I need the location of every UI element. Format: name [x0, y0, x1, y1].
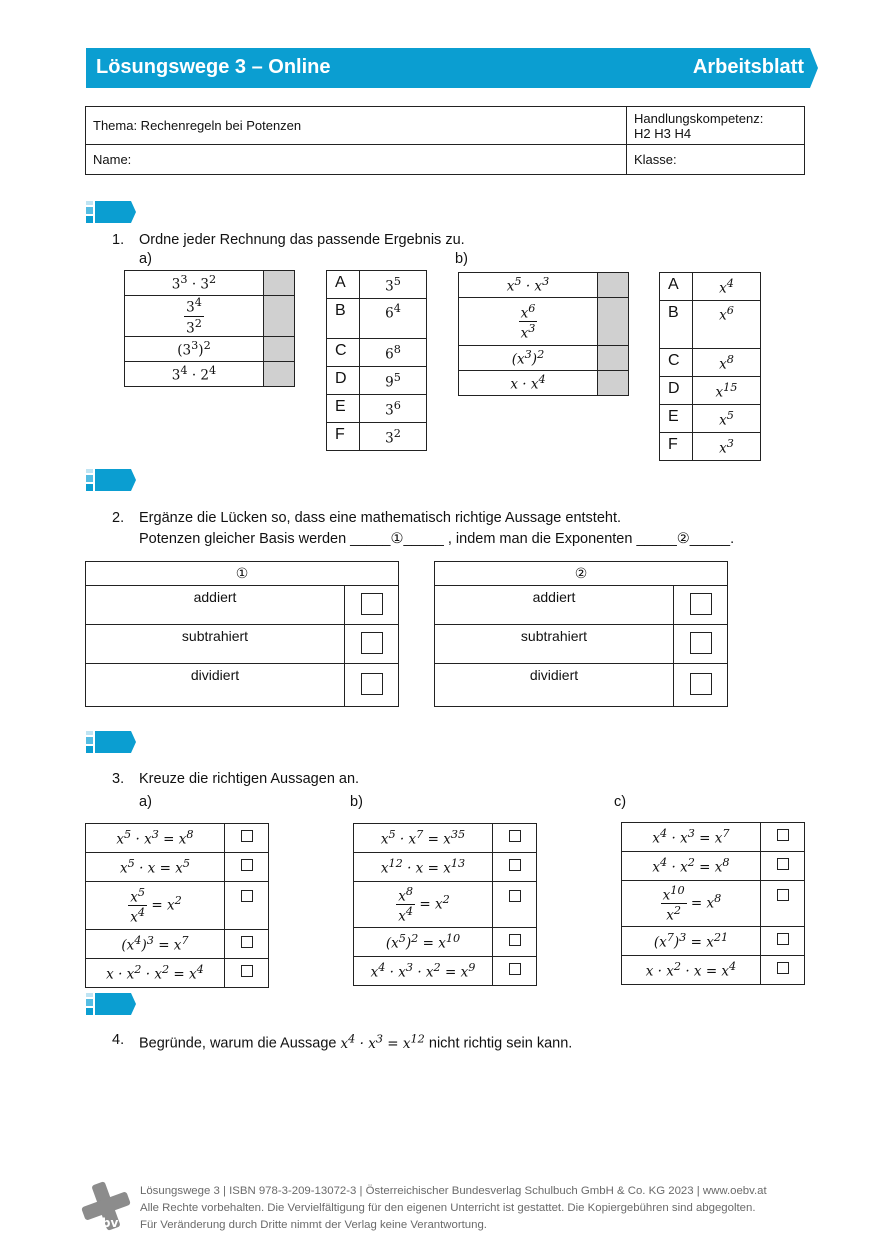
- checkbox[interactable]: [509, 963, 521, 975]
- q1a-results-table: [326, 270, 427, 451]
- result-value: $6^8$: [360, 339, 427, 367]
- option-label: dividiert: [435, 664, 674, 707]
- check-cell: [225, 882, 269, 930]
- check-cell: [493, 824, 537, 853]
- check-cell: [761, 823, 805, 852]
- check-cell: [761, 927, 805, 956]
- option-label: subtrahiert: [435, 625, 674, 664]
- q3-text: Kreuze die richtigen Aussagen an.: [139, 771, 360, 787]
- answer-cell[interactable]: [598, 298, 629, 346]
- option-cell: [345, 625, 399, 664]
- check-cell: [761, 881, 805, 927]
- statement-cell: $x^4 \cdot x^3 \cdot x^2 = x^9$: [354, 957, 493, 986]
- statement-cell: $x^{12} \cdot x = x^{13}$: [354, 853, 493, 882]
- footer-line: Alle Rechte vorbehalten. Die Vervielfältigung für den eigenen Unterricht ist gestattet. Die Kopiergebühren sind abgegolten.: [140, 1202, 756, 1214]
- q1b-results-table: [659, 272, 761, 461]
- check-cell: [493, 928, 537, 957]
- logo-text: öbv: [93, 1216, 119, 1230]
- result-letter: A: [327, 271, 360, 299]
- q2-number: 2.: [112, 510, 125, 526]
- checkbox[interactable]: [509, 830, 521, 842]
- result-letter: E: [660, 405, 693, 433]
- check-cell: [225, 853, 269, 882]
- worksheet-label: Arbeitsblatt: [692, 56, 804, 78]
- q1a-expressions-table: [124, 270, 295, 387]
- check-cell: [493, 853, 537, 882]
- result-value: $x^8$: [693, 349, 761, 377]
- competence-value: H2 H3 H4: [634, 125, 692, 141]
- result-letter: C: [327, 339, 360, 367]
- footer-line: Lösungswege 3 | ISBN 978-3-209-13072-3 | Österreichischer Bundesverlag Schulbuch GmbH & Co. KG 2023 | www.oebv.at: [140, 1185, 767, 1197]
- checkbox[interactable]: [241, 859, 253, 871]
- result-value: $x^3$: [693, 433, 761, 461]
- q4-text: [139, 1032, 572, 1052]
- expression-cell: $\frac{x^6}{x^3}$: [459, 298, 598, 346]
- result-letter: D: [660, 377, 693, 405]
- answer-cell[interactable]: [264, 271, 295, 296]
- class-field[interactable]: Klasse:: [627, 145, 805, 175]
- result-value: $x^4$: [693, 273, 761, 301]
- answer-cell[interactable]: [264, 296, 295, 337]
- expression-cell: $3^4 \cdot 2^4$: [125, 362, 264, 387]
- q1-number: 1.: [112, 232, 125, 248]
- result-letter: B: [327, 299, 360, 339]
- q4-text-before: Begründe, warum die Aussage: [139, 1035, 337, 1052]
- statement-cell: $\frac{x^8}{x^4}$ = $x^2$: [354, 882, 493, 928]
- checkbox[interactable]: [241, 936, 253, 948]
- q3c-table: [621, 822, 805, 985]
- table-head: ②: [435, 562, 728, 586]
- option-cell: [674, 586, 728, 625]
- result-value: $9^5$: [360, 367, 427, 395]
- answer-cell[interactable]: [598, 273, 629, 298]
- name-field[interactable]: Name:: [86, 145, 627, 175]
- check-cell: [493, 882, 537, 928]
- option-label: dividiert: [86, 664, 345, 707]
- header-banner: [86, 48, 818, 88]
- result-letter: E: [327, 395, 360, 423]
- statement-cell: $x \cdot x^2 \cdot x^2 = x^4$: [86, 959, 225, 988]
- section-marker-icon: [86, 201, 136, 223]
- q3-b-label: b): [350, 794, 363, 810]
- checkbox[interactable]: [241, 830, 253, 842]
- section-marker-icon: [86, 469, 136, 491]
- option-label: addiert: [86, 586, 345, 625]
- series-title: Lösungswege 3 – Online: [96, 56, 331, 78]
- result-value: $x^5$: [693, 405, 761, 433]
- statement-cell: $x^4 \cdot x^3 = x^7$: [622, 823, 761, 852]
- checkbox[interactable]: [361, 593, 383, 615]
- q1-a-label: a): [139, 251, 152, 267]
- result-letter: B: [660, 301, 693, 349]
- footer-text: [140, 1183, 767, 1234]
- expression-cell: $(3^3)^2$: [125, 337, 264, 362]
- table-head: ①: [86, 562, 399, 586]
- statement-cell: $x \cdot x^2 \cdot x = x^4$: [622, 956, 761, 985]
- answer-cell[interactable]: [598, 346, 629, 371]
- q1-text: Ordne jeder Rechnung das passende Ergebnis zu.: [139, 232, 465, 248]
- expression-cell: $(x^3)^2$: [459, 346, 598, 371]
- answer-cell[interactable]: [264, 362, 295, 387]
- option-label: addiert: [435, 586, 674, 625]
- answer-cell[interactable]: [264, 337, 295, 362]
- expression-cell: $3^3 \cdot 3^2$: [125, 271, 264, 296]
- q3-c-label: c): [614, 794, 627, 810]
- statement-cell: $(x^4)^3 = x^7$: [86, 930, 225, 959]
- statement-cell: $x^5 \cdot x^3 = x^8$: [86, 824, 225, 853]
- option-cell: [674, 664, 728, 707]
- footer-line: Für Veränderung durch Dritte nimmt der Verlag keine Verantwortung.: [140, 1219, 487, 1231]
- statement-cell: $(x^7)^3 = x^{21}$: [622, 927, 761, 956]
- option-cell: [345, 664, 399, 707]
- q2-table-1: [85, 561, 399, 707]
- q1-b-label: b): [455, 251, 468, 267]
- result-value: $3^2$: [360, 423, 427, 451]
- q4-number: 4.: [112, 1032, 125, 1048]
- q3-a-label: a): [139, 794, 152, 810]
- result-letter: D: [327, 367, 360, 395]
- checkbox[interactable]: [690, 632, 712, 654]
- option-cell: [674, 625, 728, 664]
- checkbox[interactable]: [361, 632, 383, 654]
- result-value: $3^6$: [360, 395, 427, 423]
- result-value: $3^5$: [360, 271, 427, 299]
- statement-cell: $x^5 \cdot x^7 = x^{35}$: [354, 824, 493, 853]
- check-cell: [225, 930, 269, 959]
- competence-label: Handlungskompetenz:: [634, 110, 764, 126]
- q2-table-2: [434, 561, 728, 707]
- checkbox[interactable]: [777, 889, 789, 901]
- competence-cell: [627, 107, 805, 145]
- q2-gap-sentence: Potenzen gleicher Basis werden _____①_____ , indem man die Exponenten _____②_____.: [139, 531, 735, 547]
- result-value: $6^4$: [360, 299, 427, 339]
- check-cell: [225, 959, 269, 988]
- expression-cell: $\frac{3^4}{3^2}$: [125, 296, 264, 337]
- info-table: [85, 106, 805, 175]
- check-cell: [493, 957, 537, 986]
- checkbox[interactable]: [241, 965, 253, 977]
- check-cell: [761, 956, 805, 985]
- checkbox[interactable]: [509, 859, 521, 871]
- check-cell: [761, 852, 805, 881]
- q3a-table: [85, 823, 269, 988]
- checkbox[interactable]: [509, 890, 521, 902]
- statement-cell: $\frac{x^5}{x^4}$ = $x^2$: [86, 882, 225, 930]
- checkbox[interactable]: [690, 673, 712, 695]
- checkbox[interactable]: [690, 593, 712, 615]
- section-marker-icon: [86, 993, 136, 1015]
- option-cell: [345, 586, 399, 625]
- check-cell: [225, 824, 269, 853]
- expression-cell: $x \cdot x^4$: [459, 371, 598, 396]
- option-label: subtrahiert: [86, 625, 345, 664]
- result-value: $x^6$: [693, 301, 761, 349]
- q4-text-after: nicht richtig sein kann.: [428, 1035, 573, 1052]
- checkbox[interactable]: [509, 934, 521, 946]
- expression-cell: $x^5 \cdot x^3$: [459, 273, 598, 298]
- q2-text: Ergänze die Lücken so, dass eine mathematisch richtige Aussage entsteht.: [139, 510, 622, 526]
- result-letter: A: [660, 273, 693, 301]
- q1b-expressions-table: [458, 272, 629, 396]
- result-letter: F: [327, 423, 360, 451]
- answer-cell[interactable]: [598, 371, 629, 396]
- publisher-logo-icon: [80, 1180, 132, 1232]
- statement-cell: $(x^5)^2 = x^{10}$: [354, 928, 493, 957]
- statement-cell: $\frac{x^{10}}{x^2}$ = $x^8$: [622, 881, 761, 927]
- q3-number: 3.: [112, 771, 125, 787]
- result-value: $x^{15}$: [693, 377, 761, 405]
- statement-cell: $x^4 \cdot x^2 = x^8$: [622, 852, 761, 881]
- topic-cell: Thema: Rechenregeln bei Potenzen: [86, 107, 627, 145]
- checkbox[interactable]: [777, 962, 789, 974]
- result-letter: F: [660, 433, 693, 461]
- q3b-table: [353, 823, 537, 986]
- result-letter: C: [660, 349, 693, 377]
- checkbox[interactable]: [777, 933, 789, 945]
- statement-cell: $x^5 \cdot x = x^5$: [86, 853, 225, 882]
- checkbox[interactable]: [241, 890, 253, 902]
- checkbox[interactable]: [777, 829, 789, 841]
- section-marker-icon: [86, 731, 136, 753]
- checkbox[interactable]: [361, 673, 383, 695]
- q4-formula: $x^4 \cdot x^3 = x^{12}$: [340, 1032, 425, 1052]
- checkbox[interactable]: [777, 858, 789, 870]
